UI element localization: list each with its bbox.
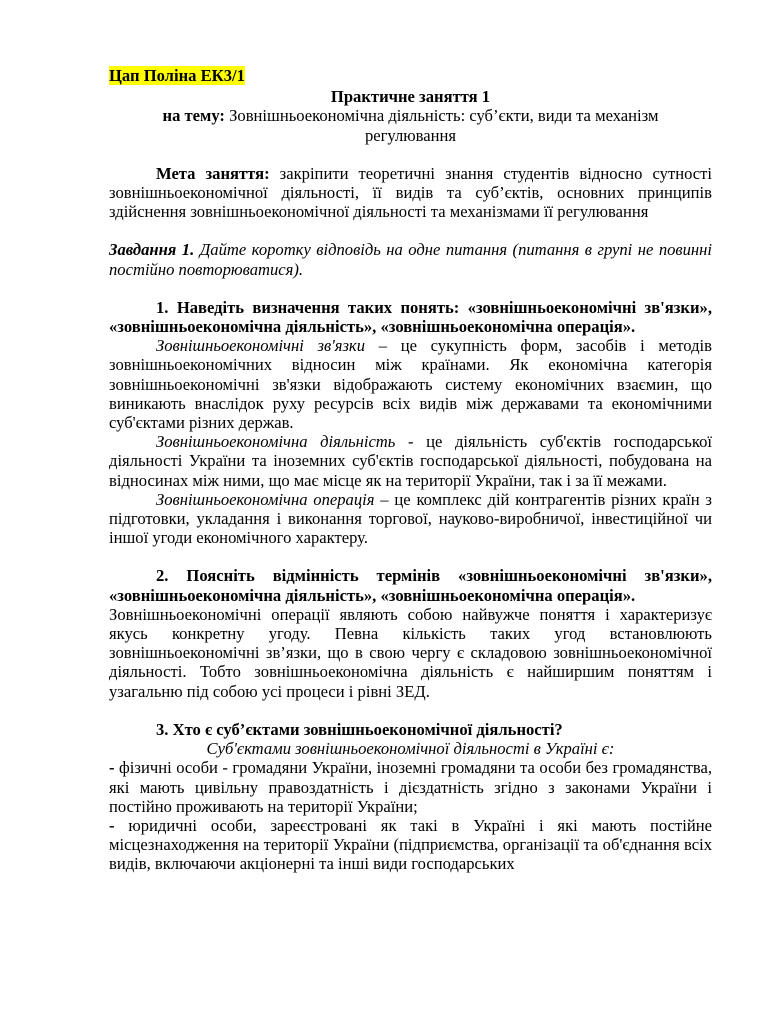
theme-text: Зовнішньоекономічна діяльність: суб’єкти, види та механізм регулювання xyxy=(229,106,659,145)
theme-line xyxy=(109,106,712,144)
q3-item2-dash: - xyxy=(109,815,115,835)
q3-item1-dash: - xyxy=(109,758,115,778)
q3-intro-line xyxy=(109,739,712,758)
task1-text: Дайте коротку відповідь на одне питання (питання в групі не повинні постійно повторюватися). xyxy=(109,240,712,279)
q2-heading xyxy=(109,566,712,604)
q1-title: 1. Наведіть визначення таких понять: «зовнішньоекономічні зв'язки», «зовнішньоекономічна діяльність», «зовнішньоекономічна операція». xyxy=(109,297,712,337)
def2-term: Зовнішньоекономічна діяльність xyxy=(156,432,396,452)
q3-item2-text: юридичні особи, зареєстровані як такі в Україні і які мають постійне місцезнаходження на території України (підприємства, організації та об'єднання всіх видів, включаючи акціонерні та інші види господарських xyxy=(109,815,712,874)
def1-term: Зовнішньоекономічні зв'язки xyxy=(156,336,365,356)
def2-text: - це діяльність суб'єктів господарської діяльності України та іноземних суб'єктів господарської діяльності, побудована на відносинах між ними, що має місце як на території України, так і за її межами. xyxy=(109,432,712,490)
author-line xyxy=(109,66,712,85)
q2-title: 2. Поясніть відмінність термінів «зовнішньоекономічні зв'язки», «зовнішньоекономічна діяльність», «зовнішньоекономічна операція». xyxy=(109,566,712,605)
goal-paragraph xyxy=(109,164,712,222)
author-highlight: Цап Поліна ЕК3/1 xyxy=(109,66,245,85)
goal-text: закріпити теоретичні знання студентів відносно сутності зовнішньоекономічної діяльності, її видів та суб’єктів, основних принципів здійснення зовнішньоекономічної діяльності та механізмами її регулювання xyxy=(109,163,713,222)
definition-activity xyxy=(109,432,712,490)
title-line xyxy=(109,87,712,106)
q1-heading xyxy=(109,298,712,336)
q3-heading xyxy=(109,720,712,739)
def3-term: Зовнішньоекономічна операція xyxy=(156,489,375,509)
q3-item1-text: фізичні особи - громадяни України, іноземні громадяни та особи без громадянства, які мають цивільну правоздатність і дієздатність згідно з законами України і постійно проживають на території України; xyxy=(109,758,712,816)
q3-item-individuals xyxy=(109,758,712,816)
q3-item-legal-entities xyxy=(109,816,712,874)
task1-label: Завдання 1. xyxy=(109,240,195,260)
def1-text: – це сукупність форм, засобів і методів зовнішньоекономічних відносин між країнами. Як економічна категорія зовнішньоекономічні зв'язки відображають систему економічних взаємин, що виникають внаслідок руху ресурсів всіх видів між державами та економічними суб'єктами різних держав. xyxy=(109,336,713,433)
q3-title: 3. Хто є суб’єктами зовнішньоекономічної діяльності? xyxy=(156,719,563,739)
definition-links xyxy=(109,336,712,432)
goal-label: Мета заняття: xyxy=(156,163,270,183)
q2-answer: Зовнішньоекономічні операції являють собою найвужче поняття і характеризує якусь конкретну угоду. Певна кількість таких угод встановлюють зовнішньоекономічні зв’язки, що в свою чергу є складовою зовнішньоекономічної діяльності. Тобто зовнішньоекономічна діяльність є найширшим поняттям і узагальню під собою усі процеси і рівні ЗЕД. xyxy=(109,604,712,701)
definition-operation xyxy=(109,490,712,548)
lesson-title: Практичне заняття 1 xyxy=(330,87,491,107)
q3-intro: Суб'єктами зовнішньоекономічної діяльності в Україні є: xyxy=(206,739,615,759)
def3-text: – це комплекс дій контрагентів різних країн з підготовки, укладання і виконання торгової, науково-виробничої, інвестиційної чи іншої угоди економічного характеру. xyxy=(109,489,712,548)
theme-label: на тему: xyxy=(162,106,225,126)
task1-paragraph xyxy=(109,240,712,278)
